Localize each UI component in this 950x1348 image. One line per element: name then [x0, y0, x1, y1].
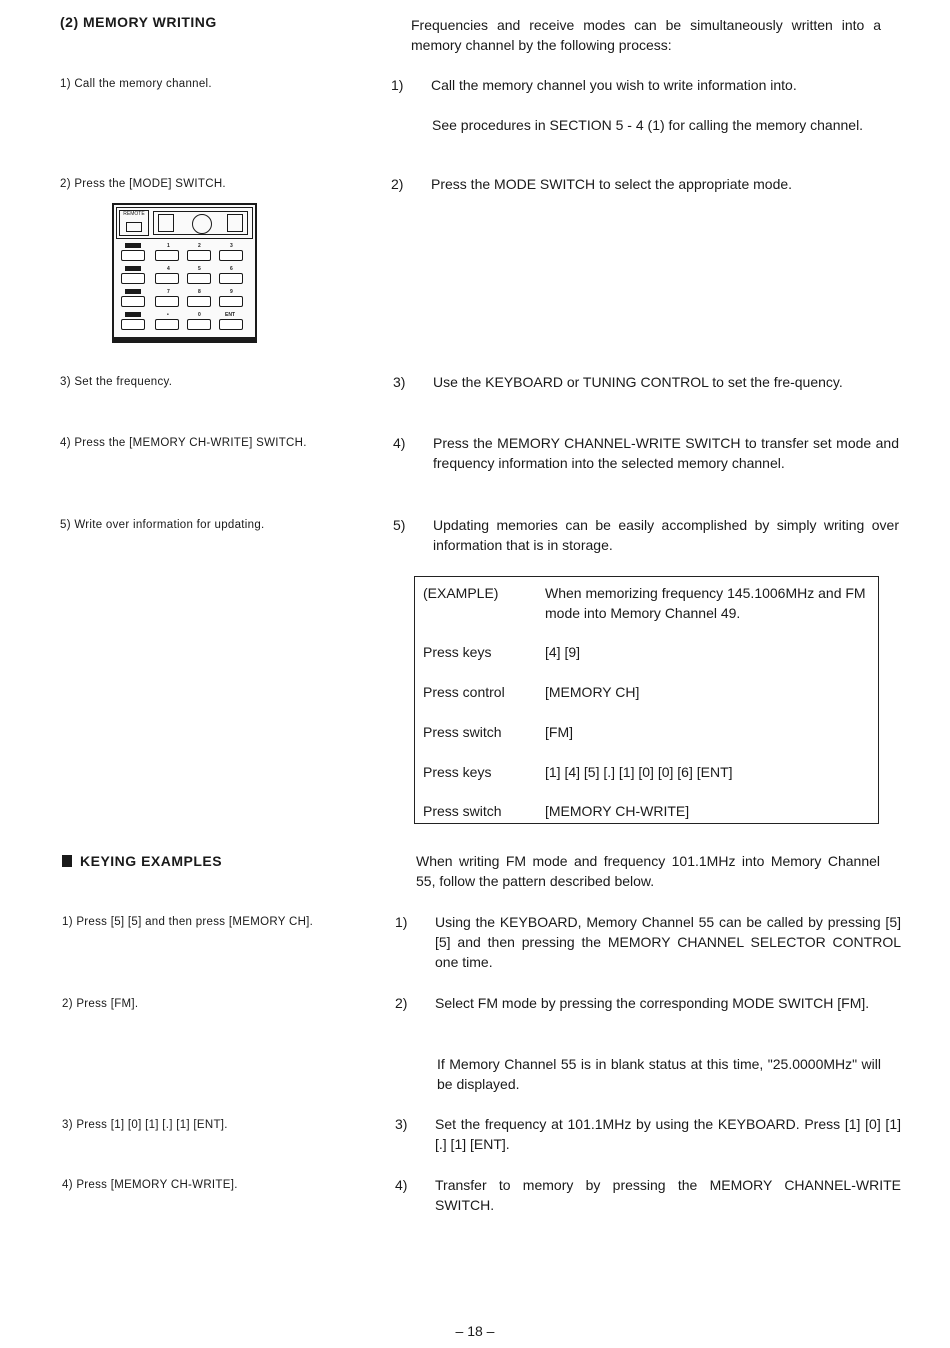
example-row-value: [MEMORY CH-WRITE] — [545, 803, 690, 819]
step-number: 1) — [395, 914, 408, 930]
left-step-5: 5) Write over information for updating. — [60, 519, 265, 531]
keypad-key — [121, 273, 145, 284]
keypad-key — [155, 250, 179, 261]
mode-tag-icon — [125, 243, 141, 248]
keypad-key — [187, 273, 211, 284]
example-row-value: [1] [4] [5] [.] [1] [0] [0] [6] [ENT] — [545, 764, 733, 780]
example-row-key: Press keys — [423, 644, 492, 660]
keypad-key — [219, 319, 243, 330]
keypad-key — [219, 250, 243, 261]
remote-base — [114, 337, 255, 341]
keypad-key — [187, 250, 211, 261]
step-text: Use the KEYBOARD or TUNING CONTROL to set the fre-quency. — [433, 374, 843, 390]
step-number: 3) — [393, 374, 406, 390]
keypad-key — [187, 319, 211, 330]
keypad-key — [219, 273, 243, 284]
keypad-key — [121, 296, 145, 307]
display-bar-icon — [227, 214, 243, 232]
keying-left-step-3: 3) Press [1] [0] [1] [.] [1] [ENT]. — [62, 1119, 228, 1131]
step-number: 2) — [395, 995, 408, 1011]
example-row-key: Press switch — [423, 803, 502, 819]
right-step-5 — [393, 515, 899, 555]
example-box — [414, 576, 879, 824]
see-section-note: See procedures in SECTION 5 - 4 (1) for calling the memory channel. — [432, 117, 864, 133]
key-label: 7 — [167, 289, 170, 295]
step-number: 2) — [391, 176, 404, 192]
remote-label: REMOTE — [123, 211, 145, 217]
keypad-key — [121, 319, 145, 330]
remote-display — [153, 211, 248, 235]
keying-right-step-4 — [395, 1175, 901, 1215]
right-step-4 — [393, 433, 899, 473]
example-row-key: Press keys — [423, 764, 492, 780]
section-heading-memory-writing: (2) MEMORY WRITING — [60, 14, 217, 30]
example-row-value: [4] [9] — [545, 644, 581, 660]
key-label: 2 — [198, 243, 201, 249]
left-step-1: 1) Call the memory channel. — [60, 78, 212, 90]
keying-left-step-4: 4) Press [MEMORY CH-WRITE]. — [62, 1179, 238, 1191]
remote-keypad-illustration — [112, 203, 257, 343]
key-label: 6 — [230, 266, 233, 272]
keypad-key — [187, 296, 211, 307]
mode-tag-icon — [125, 289, 141, 294]
step-number: 4) — [395, 1177, 408, 1193]
key-label: 4 — [167, 266, 170, 272]
bullet-square-icon — [62, 855, 72, 867]
step-number: 5) — [393, 517, 406, 533]
right-step-1 — [391, 75, 901, 95]
keypad-key — [155, 273, 179, 284]
display-bar-icon — [158, 214, 174, 232]
key-label: 3 — [230, 243, 233, 249]
blank-status-note: If Memory Channel 55 is in blank status at this time, "25.0000MHz" will be displayed. — [437, 1056, 881, 1092]
step-text: Select FM mode by pressing the corresponding MODE SWITCH [FM]. — [435, 995, 870, 1011]
key-label: 1 — [167, 243, 170, 249]
knob-icon — [192, 214, 212, 234]
remote-display-panel — [116, 207, 253, 239]
left-step-3: 3) Set the frequency. — [60, 376, 173, 388]
key-label: 9 — [230, 289, 233, 295]
step-number: 1) — [391, 77, 404, 93]
key-label: ENT — [225, 312, 235, 318]
keying-left-step-2: 2) Press [FM]. — [62, 998, 139, 1010]
example-row-key: Press control — [423, 684, 505, 700]
keying-left-step-1: 1) Press [5] [5] and then press [MEMORY CH]. — [62, 916, 314, 928]
right-step-3 — [393, 372, 899, 392]
step-number: 4) — [393, 435, 406, 451]
keypad-key — [155, 296, 179, 307]
step-text: Updating memories can be easily accomplished by simply writing over information that is in storage. — [433, 517, 899, 553]
example-description: When memorizing frequency 145.1006MHz and FM mode into Memory Channel 49. — [545, 585, 866, 621]
example-row-key: Press switch — [423, 724, 502, 740]
keypad-key — [121, 250, 145, 261]
remote-button — [119, 210, 149, 236]
memory-writing-intro: Frequencies and receive modes can be simultaneously written into a memory channel by the following process: — [411, 17, 881, 53]
step-number: 3) — [395, 1116, 408, 1132]
page-number: – 18 – — [455, 1323, 495, 1339]
keying-right-step-2 — [395, 993, 901, 1013]
step-text: Transfer to memory by pressing the MEMORY CHANNEL-WRITE SWITCH. — [435, 1177, 901, 1213]
keypad-key — [219, 296, 243, 307]
step-text: Using the KEYBOARD, Memory Channel 55 can be called by pressing [5] [5] and then pressing the MEMORY CHANNEL SELECTOR CONTROL one time. — [435, 914, 901, 970]
example-title: (EXAMPLE) — [423, 585, 499, 601]
key-label: 8 — [198, 289, 201, 295]
step-text: Set the frequency at 101.1MHz by using the KEYBOARD. Press [1] [0] [1] [.] [1] [ENT]. — [435, 1116, 901, 1152]
mode-tag-icon — [125, 266, 141, 271]
keying-heading-text: KEYING EXAMPLES — [80, 853, 223, 869]
keying-intro: When writing FM mode and frequency 101.1MHz into Memory Channel 55, follow the pattern described below. — [416, 853, 880, 889]
remote-switch-icon — [126, 222, 142, 232]
example-row-value: [FM] — [545, 724, 573, 740]
mode-tag-icon — [125, 312, 141, 317]
key-label: • — [167, 312, 169, 318]
keying-right-step-3 — [395, 1114, 901, 1154]
left-step-2: 2) Press the [MODE] SWITCH. — [60, 178, 226, 190]
key-label: 0 — [198, 312, 201, 318]
keying-right-step-1 — [395, 912, 901, 972]
right-step-2 — [391, 174, 901, 194]
step-text: Press the MODE SWITCH to select the appropriate mode. — [431, 176, 793, 192]
example-row-value: [MEMORY CH] — [545, 684, 640, 700]
step-text: Press the MEMORY CHANNEL-WRITE SWITCH to transfer set mode and frequency information into the selected memory channel. — [433, 435, 899, 471]
section-heading-keying-examples — [62, 853, 222, 869]
keypad-key — [155, 319, 179, 330]
key-label: 5 — [198, 266, 201, 272]
left-step-4: 4) Press the [MEMORY CH-WRITE] SWITCH. — [60, 437, 307, 449]
step-text: Call the memory channel you wish to write information into. — [431, 77, 797, 93]
